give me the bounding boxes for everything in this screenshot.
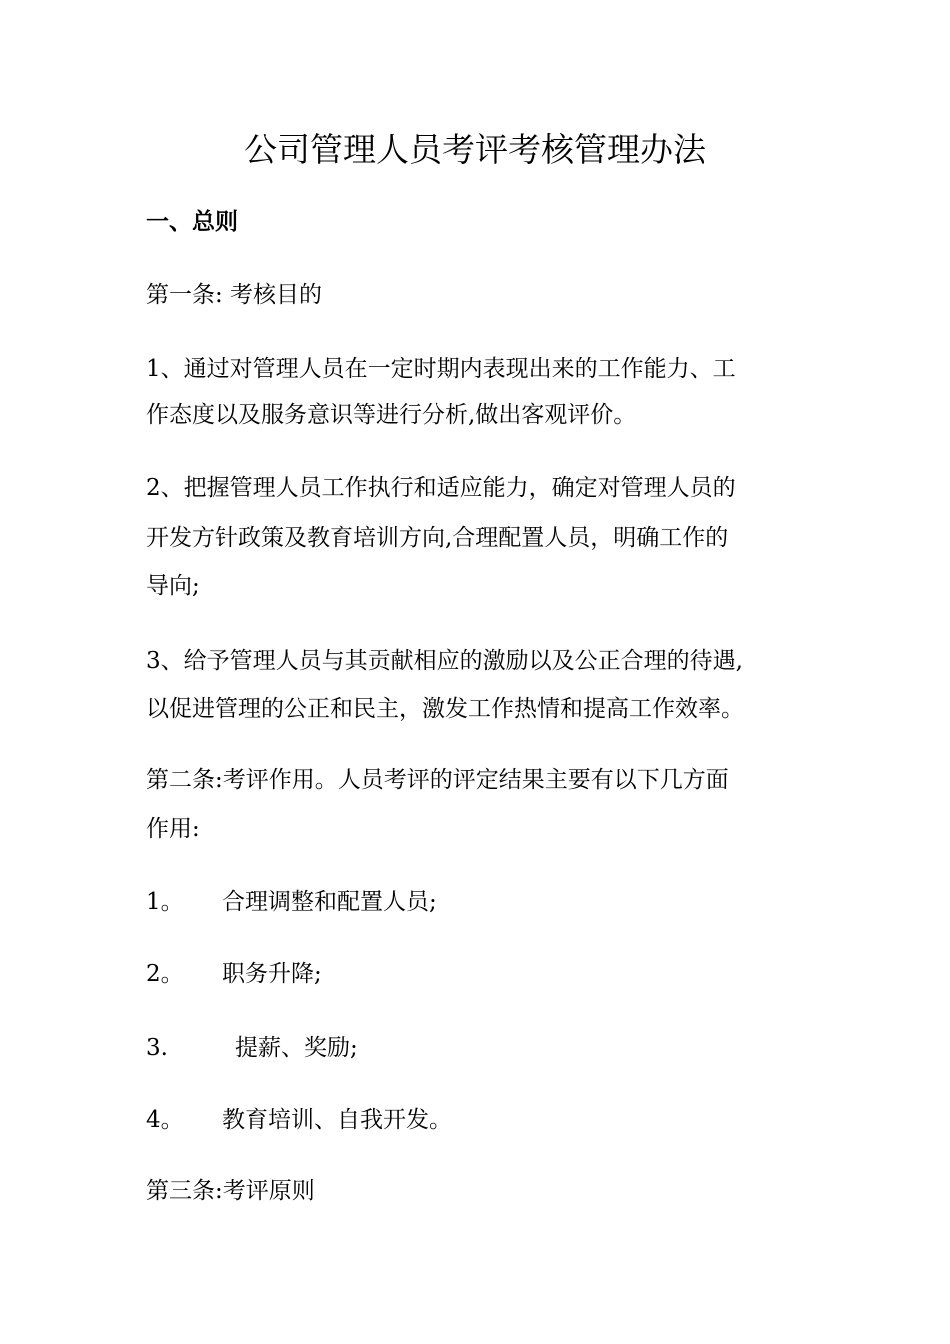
list-item-number: 1。 (146, 889, 184, 915)
list-item-number: 2。 (146, 961, 184, 987)
article-3-heading: 第三条:考评原则 (146, 1178, 315, 1204)
article-1-item-1-line-1: 1、通过对管理人员在一定时期内表现出来的工作能力、工 (146, 356, 736, 382)
list-item (146, 1032, 358, 1064)
list-item (146, 958, 322, 990)
list-item (146, 1104, 452, 1136)
document-title: 公司管理人员考评考核管理办法 (244, 130, 706, 169)
article-2-line-2: 作用: (146, 816, 200, 842)
section-heading-general: 一、总则 (146, 208, 238, 235)
list-item-number: 3. (146, 1035, 168, 1061)
list-item-text: 合理调整和配置人员; (222, 889, 437, 915)
article-1-heading: 第一条: 考核目的 (146, 282, 323, 308)
list-item-number: 4。 (146, 1107, 184, 1133)
article-1-item-2-line-1: 2、把握管理人员工作执行和适应能力，确定对管理人员的 (146, 475, 736, 501)
article-1-item-1-line-2: 作态度以及服务意识等进行分析,做出客观评价。 (146, 402, 637, 428)
list-item-text: 提薪、奖励; (235, 1035, 358, 1061)
article-2-line-1: 第二条:考评作用。人员考评的评定结果主要有以下几方面 (146, 767, 729, 793)
article-1-item-2-line-2: 开发方针政策及教育培训方向,合理配置人员，明确工作的 (146, 525, 729, 551)
article-1-item-2-line-3: 导向; (146, 573, 200, 599)
article-1-item-3-line-1: 3、给予管理人员与其贡献相应的激励以及公正合理的待遇, (146, 648, 743, 674)
list-item (146, 886, 437, 918)
list-item-text: 教育培训、自我开发。 (222, 1107, 452, 1133)
list-item-text: 职务升降; (222, 961, 322, 987)
article-1-item-3-line-2: 以促进管理的公正和民主，激发工作热情和提高工作效率。 (146, 696, 744, 722)
